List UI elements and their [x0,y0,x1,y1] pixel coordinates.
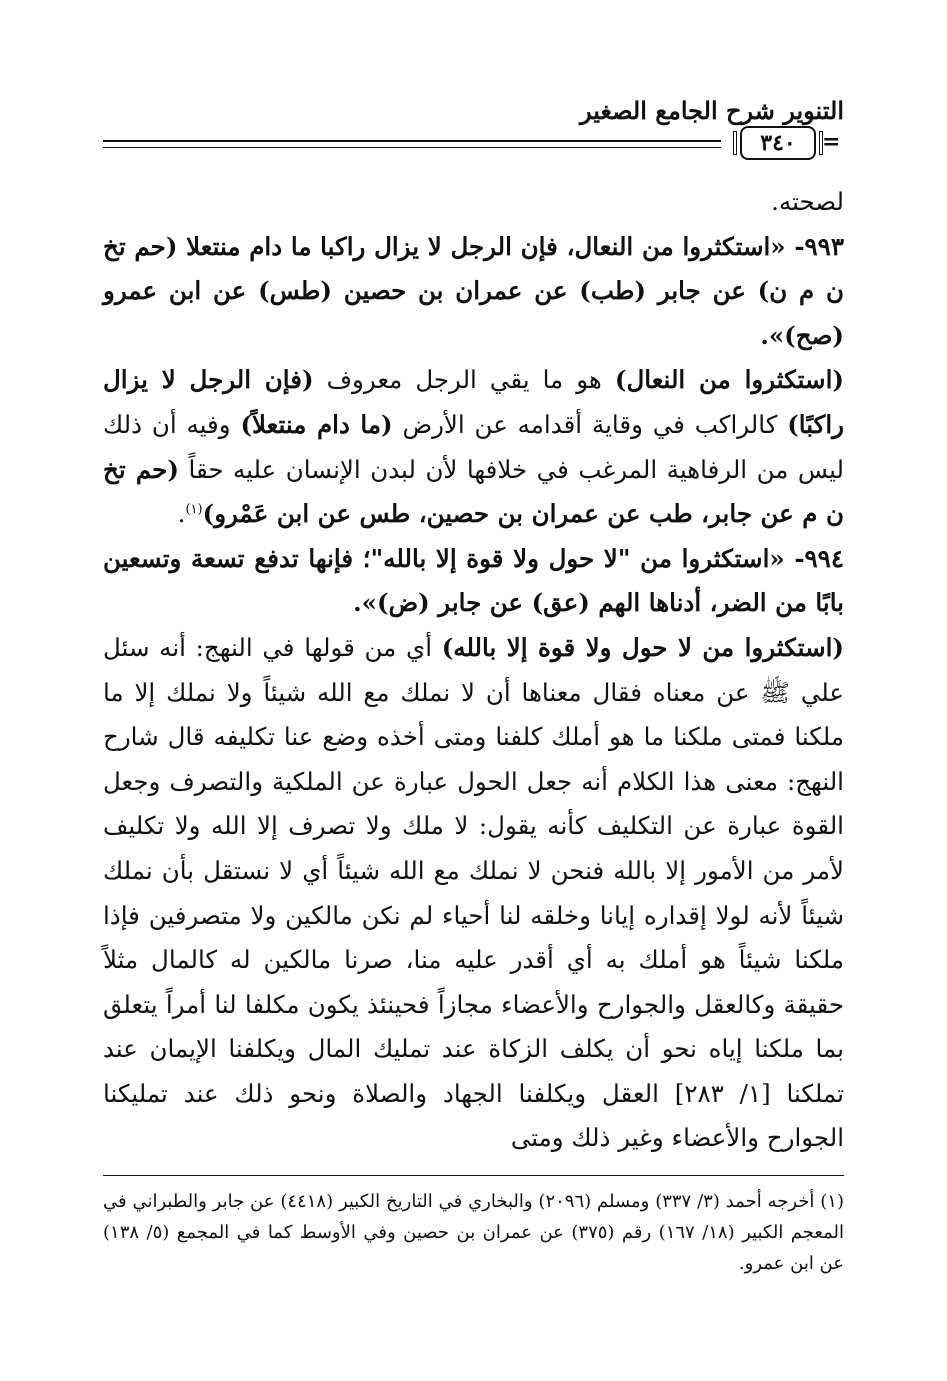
commentary-993-quote-3: (ما دام منتعلاً) [240,409,393,439]
commentary-993-sources: (حم تخ ن م عن جابر، طب عن عمران بن حصين، طس عن ابن عَمْرو) [103,454,844,529]
commentary-994-text-1: أي من قولها في النهج: أنه سئل علي ﷺ عن معناه فقال معناها أن لا نملك مع الله شيئاً ولا نملك إلا ما ملكنا فمتى ملكنا ما هو أملك كلفنا ومتى أخذه وضع عنا تكليفه قال شارح النهج: معنى هذا الكلام أنه جعل الحول عبارة عن الملكية والتصرف وجعل القوة عبارة عن التكليف كأنه يقول: لا ملك ولا تصرف إلا الله ولا تكليف لأمر من الأمور إلا بالله فنحن لا نملك مع الله شيئاً أي لا نستقل بأن نملك شيئاً لأنه لولا إقداره إيانا وخلقه لنا أحياء لم نكن مالكين ولا متصرفين فإذا ملكنا شيئاً هو أملك به أي أقدر عليه منا، صرنا مالكين له كالمال مثلاً حقيقة وكالعقل والجوارح والأعضاء مجازاً فحينئذ يكون مكلفا لنا أمراً يتعلق بما ملكنا إياه نحو أن يكلف الزكاة عند تمليك المال ويكلفنا الإيمان عند تملكنا [١/ ٢٨٣] العقل ويكلفنا الجهاد والصلاة ونحو ذلك عند تمليكنا الجوارح والأعضاء وغير ذلك ومتى [103,632,844,1153]
commentary-993-quote-1: (استكثروا من النعال) [614,365,844,395]
footnote-marker: (١) [185,502,203,517]
footnote-1: (١) أخرجه أحمد (٣/ ٣٣٧) ومسلم (٢٠٩٦) والبخاري في التاريخ الكبير (٤٤١٨) عن جابر والطبراني في المعجم الكبير (١٨/ ١٦٧) رقم (٣٧٥) عن عمران بن حصين وفي الأوسط كما في المجمع (٥/ ١٣٨) عن ابن عمرو. [103,1191,844,1274]
paragraph-end-of-previous: لصحته. [771,187,844,216]
commentary-993-quote-2: (فإن الرجل لا يزال راكبًا) [103,365,844,439]
running-title: التنوير شرح الجامع الصغير [580,96,844,125]
header-rule [103,140,721,148]
hadith-993: ٩٩٣- «استكثروا من النعال، فإن الرجل لا يزال راكبا ما دام منتعلا (حم تخ ن م ن) عن جابر (طب) عن عمران بن حصين (طس) عن ابن عمرو (صح)». [103,231,844,350]
commentary-993-text-2: كالراكب في وقاية أقدامه عن الأرض [392,409,788,439]
commentary-993-text-1: هو ما يقي الرجل معروف [313,365,615,395]
header-rule-end: = [822,129,841,155]
hadith-994: ٩٩٤- «استكثروا من "لا حول ولا قوة إلا بالله"؛ فإنها تدفع تسعة وتسعين بابًا من الضر، أدناها الهم (عق) عن جابر (ض)». [103,543,844,618]
commentary-993-text-3: وفيه أن ذلك ليس من الرفاهية المرغب في خلافها لأن لبدن الإنسان عليه حقاً [103,409,845,484]
commentary-994 [103,626,844,1161]
main-text [103,180,844,1161]
page-number: ٣٤٠ [740,126,816,160]
footnotes [103,1186,844,1279]
commentary-994-quote-1: (استكثروا من لا حول ولا قوة إلا بالله) [441,632,844,662]
commentary-993-end: . [177,499,186,529]
commentary-993 [103,358,844,536]
footnote-separator [103,1175,844,1176]
